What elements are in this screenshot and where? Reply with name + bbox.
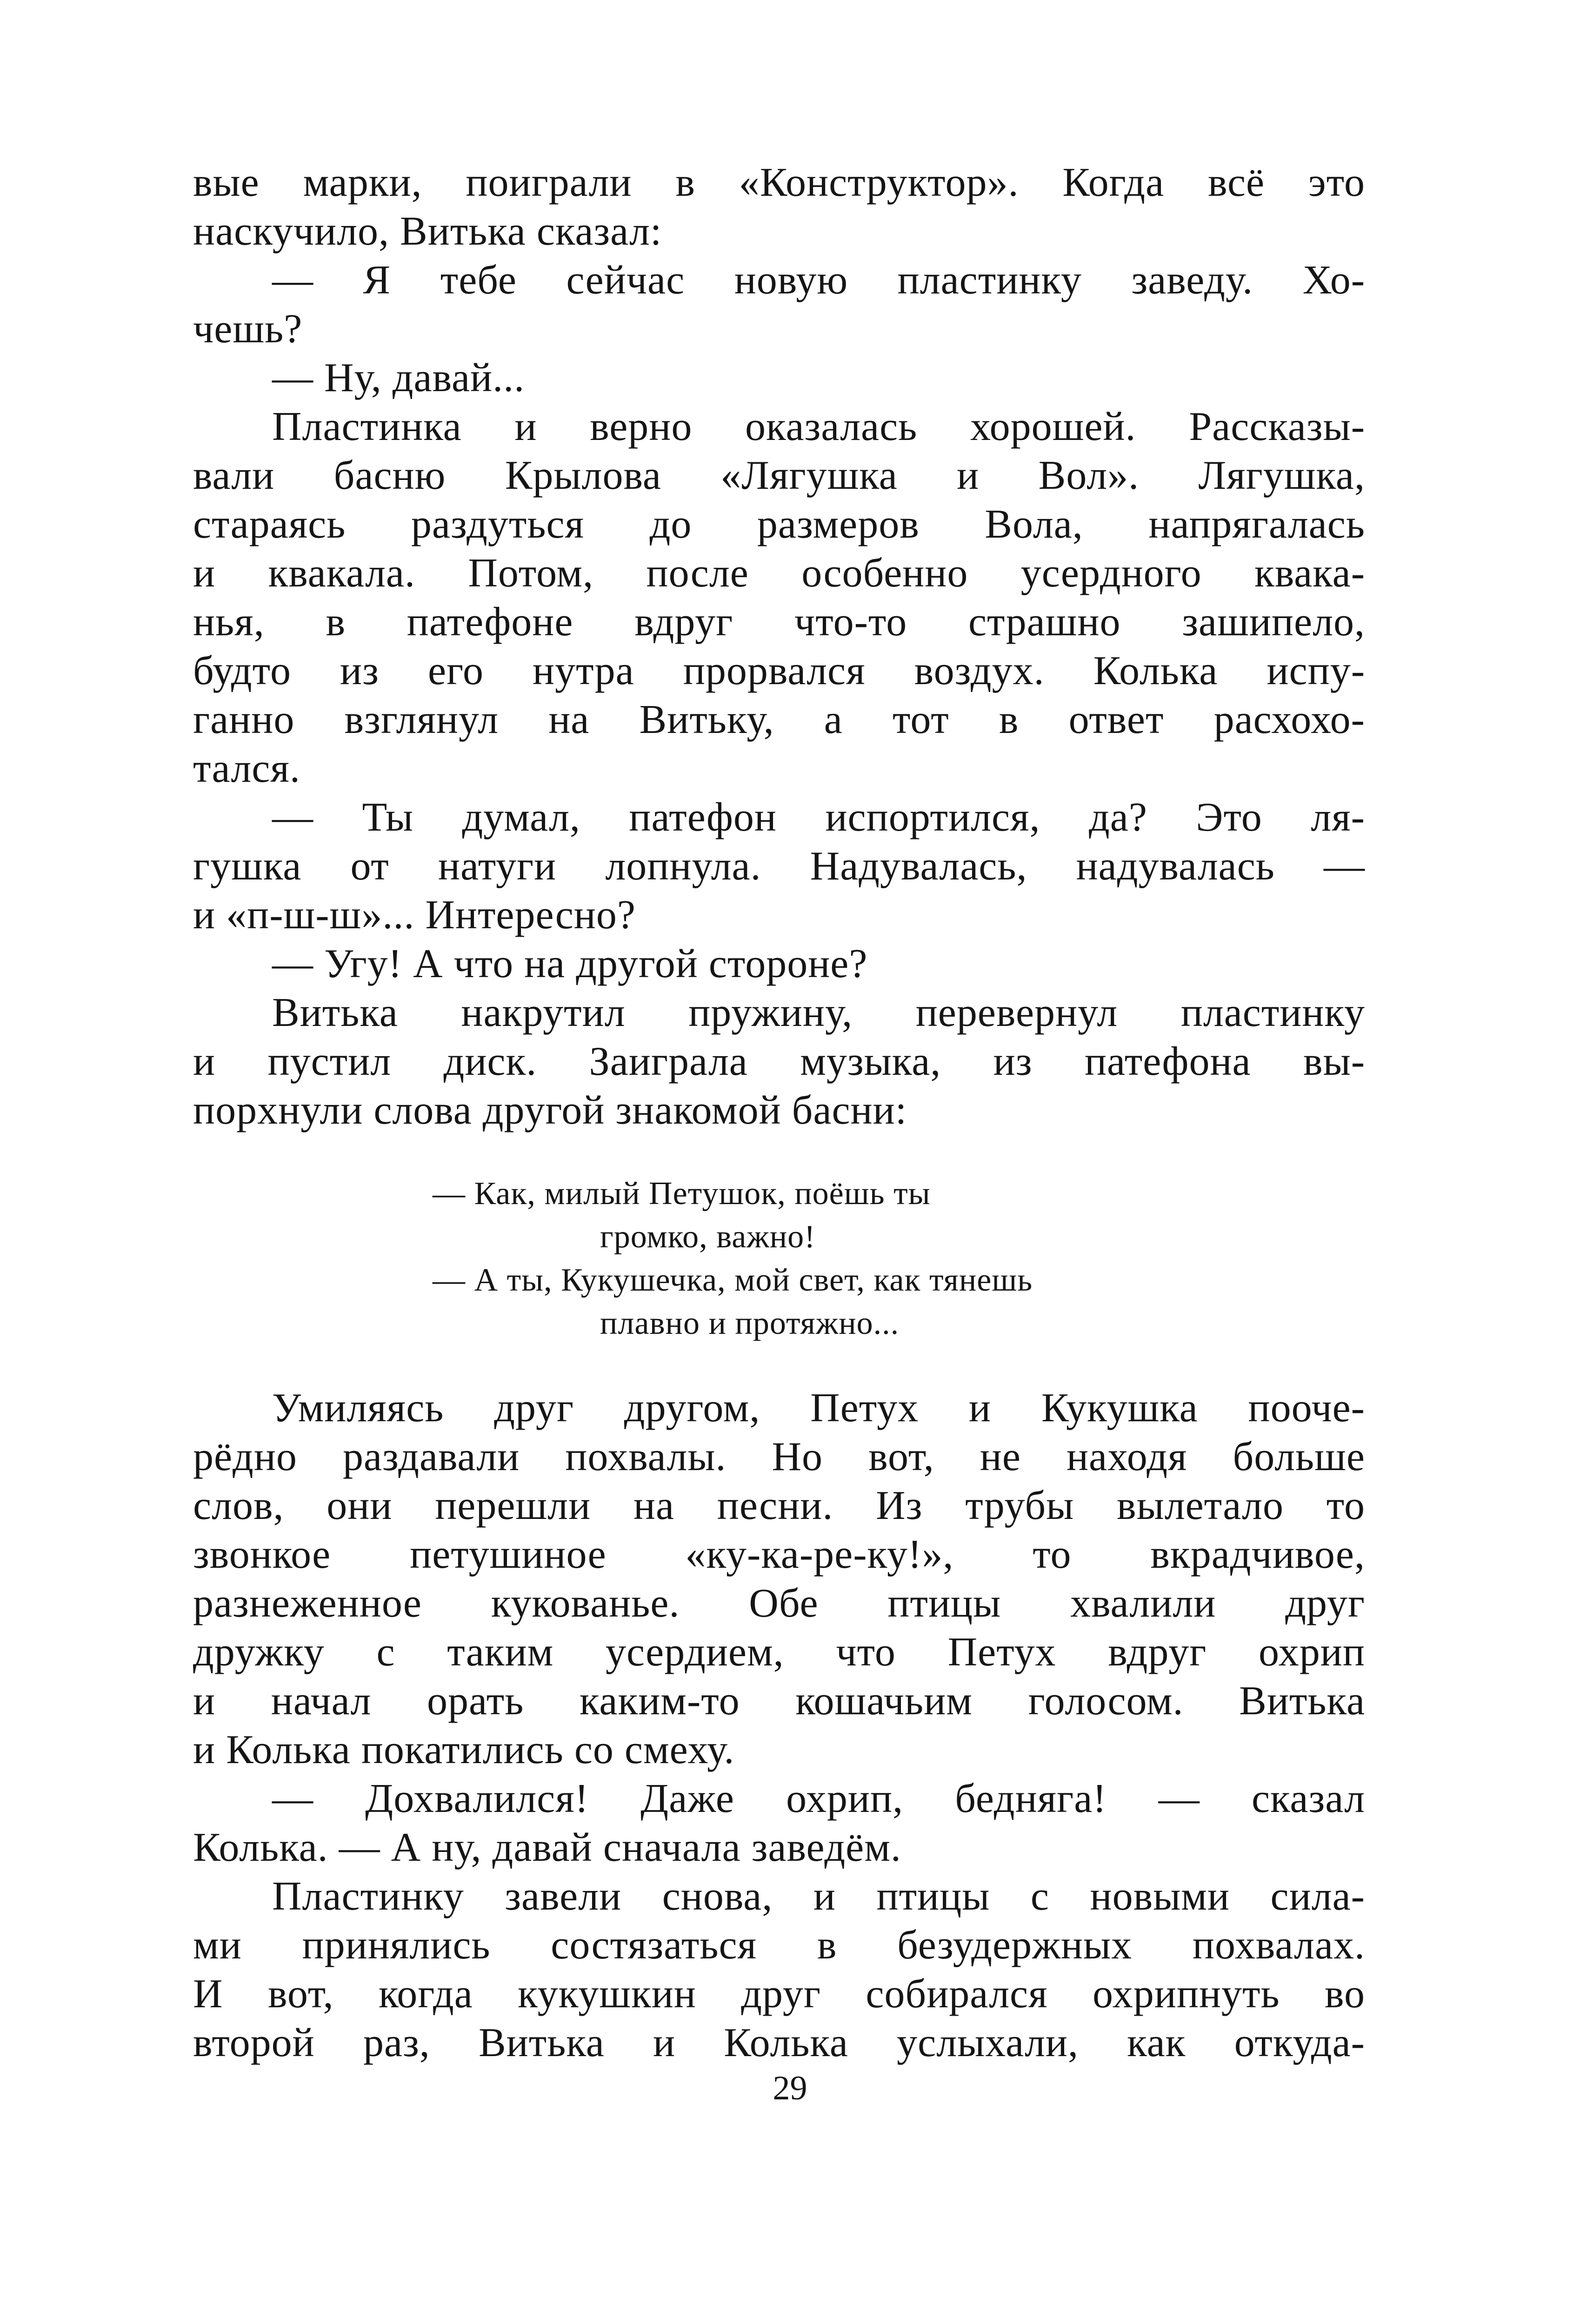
text-line: Умиляясь друг другом, Петух и Кукушка пооче- — [272, 1385, 1365, 1431]
text-line: рёдно раздавали похвалы. Но вот, не находя больше — [193, 1434, 1365, 1479]
text-line: вали басню Крылова «Лягушка и Вол». Лягушка, — [193, 453, 1365, 498]
text-line: Колька. — А ну, давай сначала заведём. — [193, 1825, 901, 1870]
text-line: тался. — [193, 746, 300, 791]
text-line: — Ты думал, патефон испортился, да? Это ля- — [272, 795, 1365, 840]
text-line: дружку с таким усердием, что Петух вдруг охрип — [193, 1630, 1365, 1675]
text-line: порхнули слова другой знакомой басни: — [193, 1088, 907, 1133]
text-line: ганно взглянул на Витьку, а тот в ответ расхохо- — [193, 697, 1365, 742]
text-line: второй раз, Витька и Колька услыхали, как откуда- — [193, 2020, 1365, 2065]
text-line: и начал орать каким-то кошачьим голосом. Витька — [193, 1678, 1365, 1724]
text-line: ми принялись состязаться в безудержных похвалах. — [193, 1923, 1365, 1968]
verse-line: громко, важно! — [600, 1219, 816, 1255]
text-line: будто из его нутра прорвался воздух. Колька испу- — [193, 648, 1365, 693]
text-line: гушка от натуги лопнула. Надувалась, надувалась — — [193, 844, 1365, 889]
text-line: Пластинку завели снова, и птицы с новыми сила- — [272, 1874, 1365, 1919]
text-line: — Угу! А что на другой стороне? — [272, 941, 868, 986]
text-line: и квакала. Потом, после особенно усердного квака- — [193, 551, 1365, 596]
text-line: чешь? — [193, 306, 303, 352]
verse-quote — [433, 1172, 1033, 1345]
text-line: И вот, когда кукушкин друг собирался охрипнуть во — [193, 1971, 1365, 2017]
text-line: наскучило, Витька сказал: — [193, 209, 662, 254]
text-line: слов, они перешли на песни. Из трубы вылетало то — [193, 1483, 1365, 1528]
text-line: и Колька покатились со смеху. — [193, 1727, 735, 1772]
verse-line: плавно и протяжно... — [600, 1305, 900, 1341]
verse-line: — А ты, Кукушечка, мой свет, как тянешь — [433, 1262, 1033, 1298]
text-line: — Ну, давай... — [272, 355, 525, 400]
text-line: звонкое петушиное «ку-ка-ре-ку!», то вкрадчивое, — [193, 1532, 1365, 1577]
body-text-bottom — [193, 1384, 1365, 2067]
text-line: вые марки, поиграли в «Конструктор». Когда всё это — [193, 160, 1365, 205]
text-line: и пустил диск. Заиграла музыка, из патефона вы- — [193, 1039, 1365, 1084]
text-line: — Дохвалился! Даже охрип, бедняга! — сказал — [272, 1776, 1365, 1821]
verse-line: — Как, милый Петушок, поёшь ты — [433, 1176, 931, 1212]
text-line: стараясь раздуться до размеров Вола, напрягалась — [193, 502, 1365, 547]
text-line: Витька накрутил пружину, перевернул пластинку — [272, 990, 1365, 1035]
body-text-top — [193, 158, 1365, 1135]
text-line: разнеженное кукованье. Обе птицы хвалили друг — [193, 1581, 1365, 1626]
text-line: нья, в патефоне вдруг что-то страшно зашипело, — [193, 599, 1365, 645]
text-line: — Я тебе сейчас новую пластинку заведу. Хо- — [272, 258, 1365, 303]
text-line: Пластинка и верно оказалась хорошей. Рассказы- — [272, 404, 1365, 449]
page-number: 29 — [773, 2069, 807, 2107]
text-line: и «п-ш-ш»... Интересно? — [193, 892, 636, 938]
